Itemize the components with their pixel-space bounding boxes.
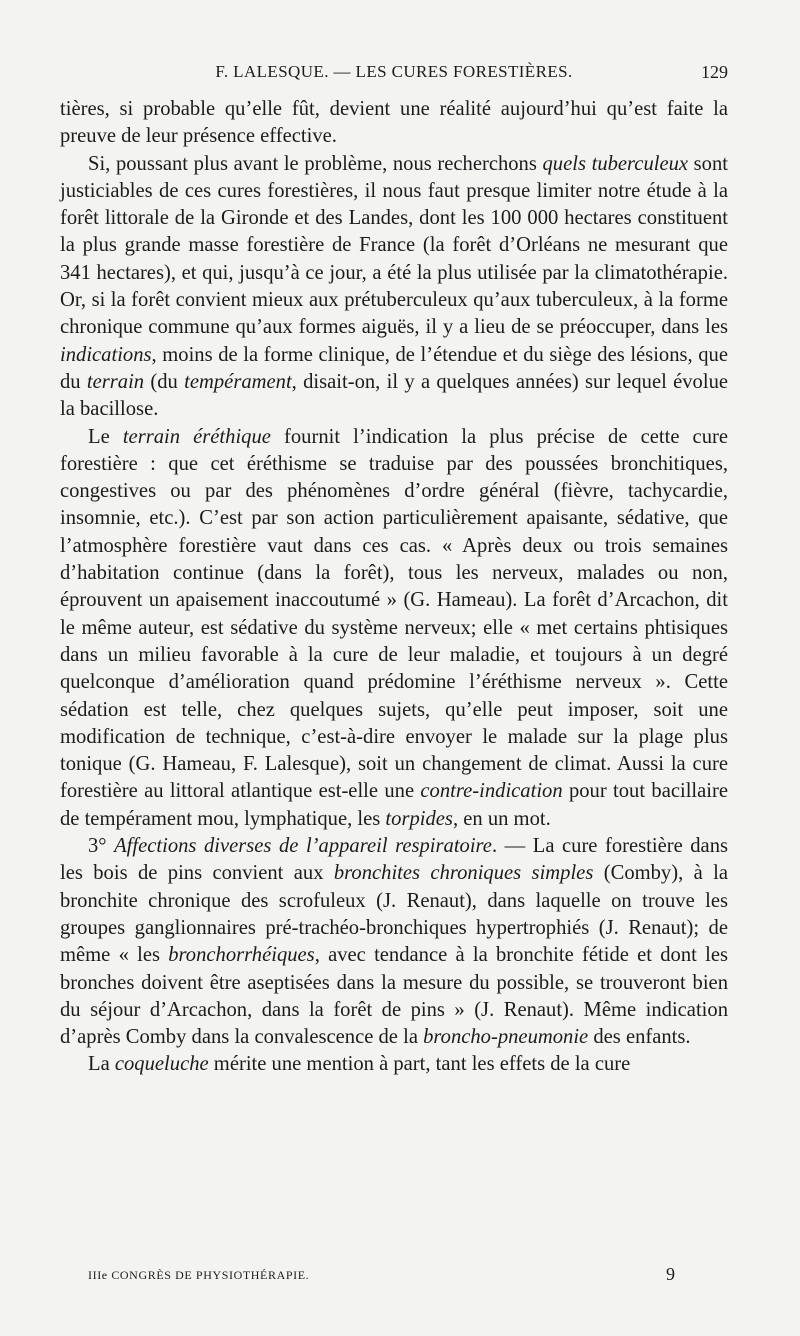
italic-phrase: bronchites chroniques simples — [333, 862, 594, 885]
text-run: sont justiciables de ces cures forestières, il nous faut presque limiter notre étude à la forêt littorale de la Gironde et des Landes, dont les 100 000 hectares constituent la plus grande masse forestière de France (la forêt d’Orléans ne mesurant que 341 hectares), et qui, jusqu’à ce jour, a été la plus utilisée par la climatothérapie. Or, si la forêt convient mieux aux prétuberculeux qu’aux tuberculeux, à la forme chronique commune qu’aux formes aiguës, il y a lieu de se préoccuper, dans les — [60, 152, 729, 339]
signature-mark: IIIe CONGRÈS DE PHYSIOTHÉRAPIE. — [88, 1268, 310, 1282]
paragraph — [60, 151, 728, 424]
text-run: . — La cure forestière dans les bois de pins convient aux — [60, 835, 729, 885]
text-run: des enfants. — [588, 1026, 691, 1049]
text-run: fournit l’indication la plus précise de cette cure forestière : que cet éréthisme se traduise par des poussées bronchitiques, congestives ou par des phénomènes d’ordre général (fièvre, tachycardie, insomnie, etc.). C’est par son action particulièrement apaisante, sédative, que l’atmosphère forestière vaut dans ces cas. « Après deux ou trois semaines d’habitation continue (dans la forêt), tous les nerveux, malades ou non, éprouvent un apaisement inaccoutumé » (G. Hameau). La forêt d’Arcachon, dit le même auteur, est sédative du système nerveux; elle « met certains phtisiques dans un milieu favorable à la cure de leur maladie, et toujours à un degré quelconque d’amélioration quand prédomine l’éréthisme nerveux ». Cette sédation est telle, chez quelques sujets, qu’elle peut imposer, soit une modification de technique, c’est-à-dire envoyer le malade sur la plage plus tonique (G. Hameau, F. Lalesque), soit un changement de climat. Aussi la cure forestière au littoral atlantique est-elle une — [60, 425, 728, 803]
text-run: , avec tendance à la bronchite fétide et dont les bronches doivent être aseptisées dans la mesure du possible, se trouveront bien du séjour d’Arcachon, dans la forêt de pins » (J. Renaut). Même indication d’après Comby dans la convalescence de la — [60, 944, 728, 1049]
italic-phrase: contre-indication — [420, 780, 563, 803]
running-header — [60, 62, 728, 88]
italic-phrase: torpides — [385, 807, 453, 830]
text-run: , disait-on, il y a quelques années) sur lequel évolue la bacillose. — [60, 370, 729, 421]
body-text — [60, 96, 728, 1079]
italic-phrase: quels tuberculeux — [542, 152, 689, 175]
paragraph — [60, 833, 728, 1051]
italic-phrase: bronchorrhéiques — [168, 944, 315, 967]
page-number: 129 — [701, 62, 728, 82]
italic-phrase: indications — [60, 343, 152, 366]
italic-phrase: broncho-pneumonie — [423, 1026, 589, 1049]
text-run: pour tout bacillaire de tempérament mou, lymphatique, les — [60, 780, 728, 830]
paragraph — [60, 424, 728, 833]
text-run: (du — [144, 370, 185, 393]
paragraph — [60, 96, 728, 151]
text-run: , moins de la forme clinique, de l’étendue et du siège des lésions, que du — [60, 343, 728, 393]
running-title: F. LALESQUE. — LES CURES FORESTIÈRES. — [215, 62, 573, 81]
paragraph — [60, 1051, 728, 1078]
signature-number: 9 — [666, 1264, 675, 1284]
text-run: 3° — [88, 835, 115, 858]
text-run: (Comby), à la bronchite chronique des scrofuleux (J. Renaut), dans laquelle on trouve les groupes ganglionnaires pré-trachéo-bronchiques hypertrophiés (J. Renaut); de même « les — [60, 862, 728, 967]
italic-phrase: Affections diverses de l’appareil respiratoire — [114, 835, 492, 858]
italic-phrase: terrain éréthique — [122, 425, 271, 448]
text-run: Si, poussant plus avant le problème, nous recherchons — [88, 152, 543, 175]
text-run: tières, si probable qu’elle fût, devient une réalité aujourd’hui qu’est faite la preuve de leur présence effective. — [60, 98, 728, 148]
text-run: La — [88, 1053, 115, 1076]
italic-phrase: coqueluche — [114, 1053, 209, 1076]
text-run: mérite une mention à part, tant les effets de la cure — [208, 1053, 631, 1076]
text-run: Le — [88, 425, 123, 448]
text-run: , en un mot. — [452, 807, 551, 830]
italic-phrase: terrain — [86, 370, 145, 393]
italic-phrase: tempérament — [184, 370, 292, 393]
